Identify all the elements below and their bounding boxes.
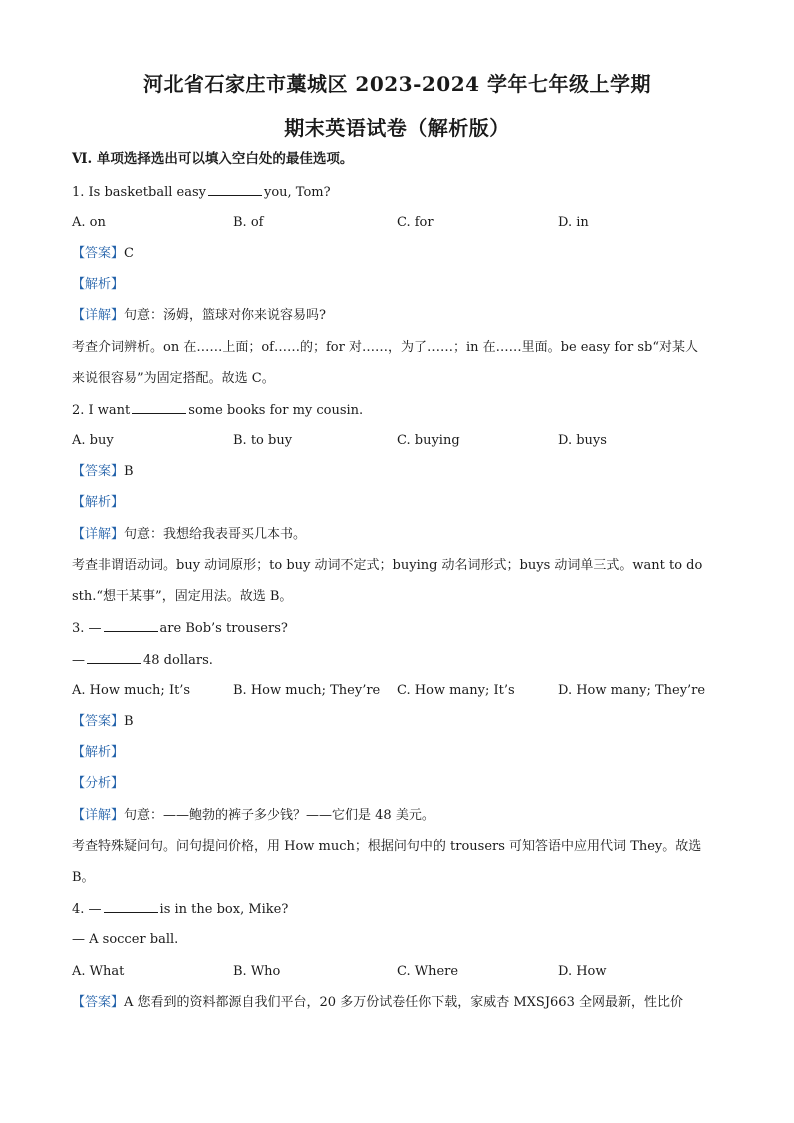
q4-stem-line1: 4. — is in the box, Mike? [72, 902, 289, 917]
q2-explanation-line2: sth.“想干某事”，固定用法。故选 B。 [72, 589, 293, 604]
q3-explanation-line1: 考查特殊疑问句。问句提问价格，用 How much；根据问句中的 trousers 可知答语中应用代词 They。故选 [72, 839, 702, 854]
q2-detail: 【详解】句意：我想给我表哥买几本书。 [72, 527, 307, 542]
q2-stem: 2. I want some books for my cousin. [72, 403, 364, 418]
q4-option-d: D. How [558, 964, 607, 979]
q1-analysis-label: 【解析】 [72, 277, 125, 292]
q2-answer: 【答案】B [72, 464, 134, 479]
q3-fenxi-label: 【分析】 [72, 776, 125, 791]
answer-blank [104, 619, 158, 632]
q1-explanation-line2: 来说很容易”为固定搭配。故选 C。 [72, 371, 275, 386]
q3-option-d: D. How many; They’re [558, 683, 706, 698]
q3-option-a: A. How much; It’s [72, 683, 191, 698]
q3-detail: 【详解】句意：——鲍勃的裤子多少钱？——它们是 48 美元。 [72, 808, 435, 823]
q1-option-d: D. in [558, 215, 589, 230]
q3-answer: 【答案】B [72, 714, 134, 729]
section-heading: Ⅵ. 单项选择选出可以填入空白处的最佳选项。 [72, 151, 354, 167]
q4-option-c: C. Where [397, 964, 459, 979]
q3-stem-line2: — 48 dollars. [72, 653, 213, 668]
q2-option-a: A. buy [72, 433, 114, 448]
q3-explanation-line2: B。 [72, 870, 95, 885]
q1-stem: 1. Is basketball easy you, Tom? [72, 185, 331, 200]
q4-stem-line2: — A soccer ball. [72, 932, 179, 947]
answer-blank [132, 401, 186, 414]
q2-option-d: D. buys [558, 433, 607, 448]
q4-option-a: A. What [72, 964, 125, 979]
q4-option-b: B. Who [233, 964, 281, 979]
q3-analysis-label: 【解析】 [72, 745, 125, 760]
q3-stem-line1: 3. — are Bob’s trousers? [72, 621, 288, 636]
answer-blank [87, 651, 141, 664]
q1-answer: 【答案】C [72, 246, 134, 261]
q1-option-b: B. of [233, 215, 264, 230]
q4-answer: 【答案】A 您看到的资料都源自我们平台，20 多万份试卷任你下载，家威杏 MXSJ663 全网最新，性比价 [72, 995, 683, 1010]
q2-analysis-label: 【解析】 [72, 495, 125, 510]
q2-option-c: C. buying [397, 433, 460, 448]
q1-detail: 【详解】句意：汤姆，篮球对你来说容易吗? [72, 308, 326, 323]
answer-blank [208, 183, 262, 196]
q3-option-b: B. How much; They’re [233, 683, 381, 698]
q1-explanation-line1: 考查介词辨析。on 在……上面；of……的；for 对……，为了……；in 在……里面。be easy for sb“对某人 [72, 340, 698, 355]
q3-option-c: C. How many; It’s [397, 683, 515, 698]
answer-blank [104, 900, 158, 913]
q2-option-b: B. to buy [233, 433, 293, 448]
document-title-line2: 期末英语试卷（解析版） [284, 116, 510, 140]
q1-option-a: A. on [72, 215, 106, 230]
q2-explanation-line1: 考查非谓语动词。buy 动词原形；to buy 动词不定式；buying 动名词形式；buys 动词单三式。want to do [72, 558, 703, 573]
document-title-line1: 河北省石家庄市藁城区 2023-2024 学年七年级上学期 [142, 72, 652, 96]
q1-option-c: C. for [397, 215, 434, 230]
